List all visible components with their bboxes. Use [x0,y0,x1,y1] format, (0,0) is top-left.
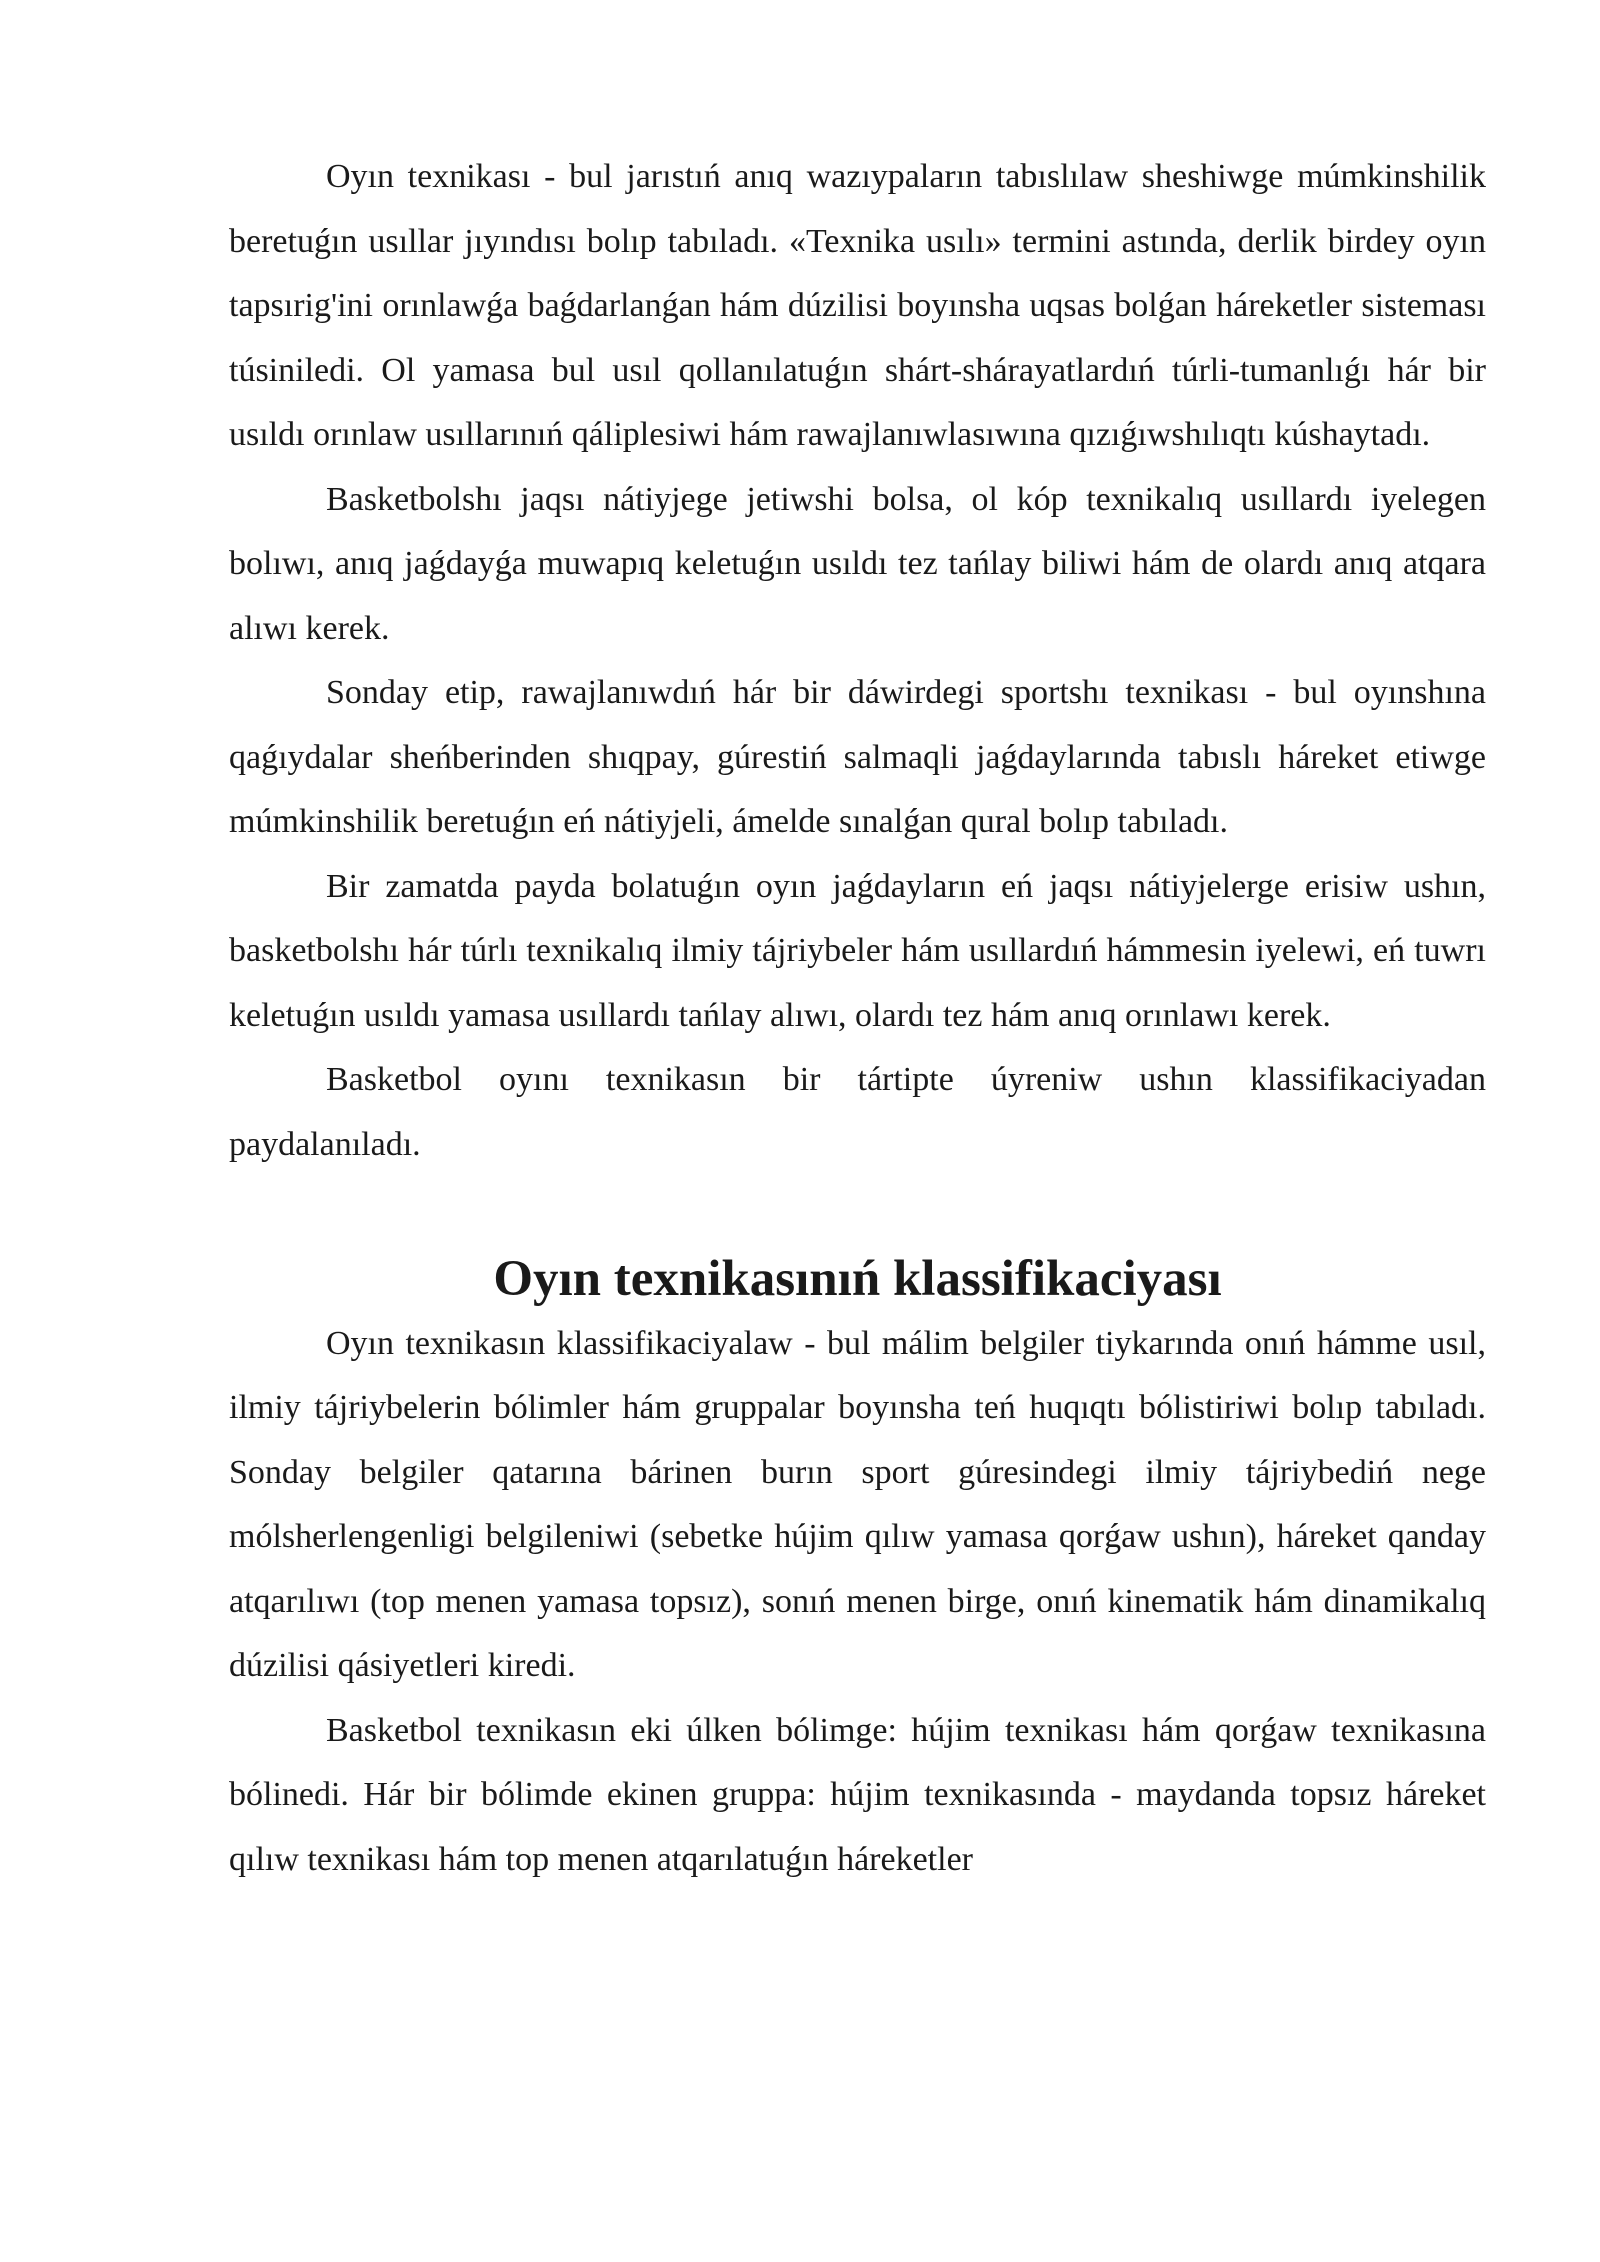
paragraph-game-situations: Bir zamatda payda bolatuǵın oyın jaǵdayların eń jaqsı nátiyjelerge erisiw ushın, basketbolshı hár túrlı texnikalıq ilmiy tájriybeler hám usıllardıń hámmesin iyelewi, eń tuwrı keletuǵın usıldı yamasa usıllardı tańlay alıwı, olardı tez hám anıq orınlawı kerek. [229,867,1486,1034]
paragraph-game-technique-definition: Oyın texnikası - bul jarıstıń anıq wazıypaların tabıslılaw sheshiwge múmkinshilik beretuǵın usıllar jıyındısı bolıp tabıladı. «Texnika usılı» termini astında, derlik birdey oyın tapsırig'ini orınlawǵa baǵdarlanǵan hám dúzilisi boyınsha uqsas bolǵan háreketler sisteması túsiniledi. Ol yamasa bul usıl qollanılatuǵın shárt-shárayatlardıń túrli-tumanlıǵı hár bir usıldı orınlaw usıllarınıń qáliplesiwi hám rawajlanıwlasıwına qızıǵıwshılıqtı kúshaytadı. [229,158,1486,453]
section-heading: Oyın texnikasınıń klassifikaciyası [493,1251,1222,1307]
paragraph-classification-use: Basketbol oyını texnikasın bir tártipte úyreniw ushın klassifikaciyadan paydalanıladı. [229,1061,1486,1163]
paragraph-classification-definition: Oyın texnikasın klassifikaciyalaw - bul málim belgiler tiykarında onıń hámme usıl, ilmiy tájriybelerin bólimler hám gruppalar boyınsha teń huqıqtı bólistiriwi bolıp tabıladı. Sonday belgiler qatarına bárinen burın sport gúresindegi ilmiy tájriybediń nege mólsherlengenligi belgileniwi (sebetke hújim qılıw yamasa qorǵaw ushın), háreket qanday atqarılıwı (top menen yamasa topsız), sonıń menen birge, onıń kinematik hám dinamikalıq dúzilisi qásiyetleri kiredi. [229,1324,1486,1684]
paragraph-player-skills: Basketbolshı jaqsı nátiyjege jetiwshi bolsa, ol kóp texnikalıq usıllardı iyelegen bolıwı, anıq jaǵdayǵa muwapıq keletuǵın usıldı tez tańlay biliwi hám de olardı anıq atqara alıwı kerek. [229,480,1486,647]
page-body [229,145,1486,1892]
paragraph-technique-sections: Basketbol texnikasın eki úlken bólimge: hújim texnikası hám qorǵaw texnikasına bólinedi. Hár bir bólimde ekinen gruppa: hújim texnikasında - maydanda topsız háreket qılıw texnikası hám top menen atqarılatuǵın háreketler [229,1711,1486,1878]
paragraph-athlete-technique: Sonday etip, rawajlanıwdıń hár bir dáwirdegi sportshı texnikası - bul oyınshına qaǵıydalar sheńberinden shıqpay, gúrestiń salmaqli jaǵdaylarında tabıslı háreket etiwge múmkinshilik beretuǵın eń nátiyjeli, ámelde sınalǵan qural bolıp tabıladı. [229,674,1486,840]
